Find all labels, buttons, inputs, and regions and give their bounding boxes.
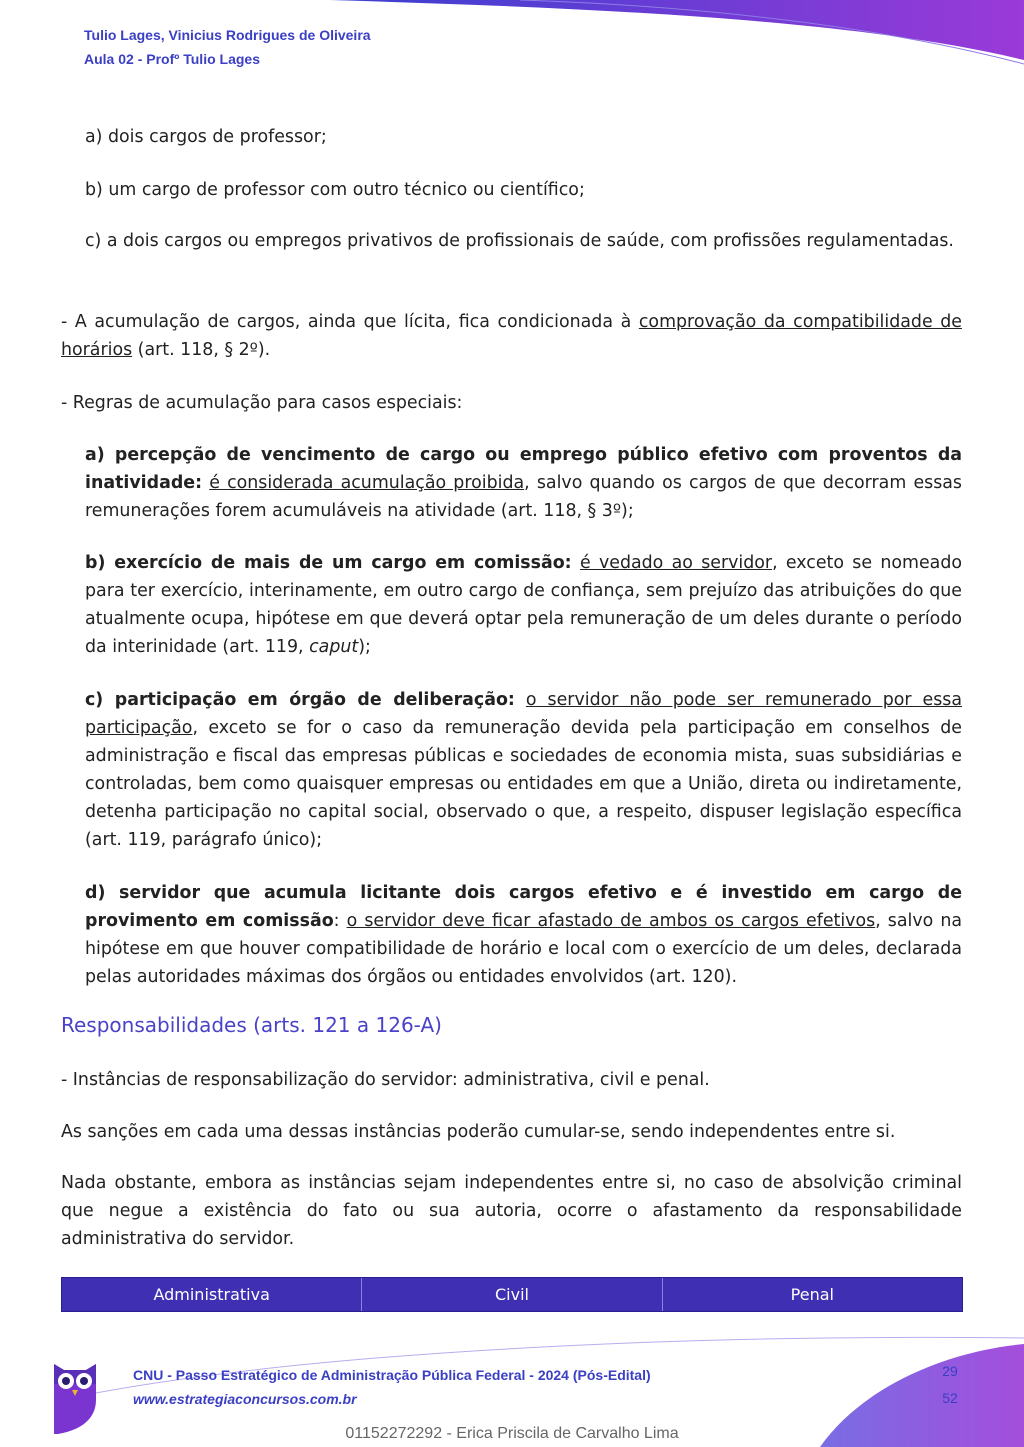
sancoes-paragraph: As sanções em cada uma dessas instâncias poderão cumular-se, sendo independentes entre si. (61, 1122, 896, 1142)
instancias-paragraph: - Instâncias de responsabilização do servidor: administrativa, civil e penal. (61, 1070, 710, 1090)
page-total: 52 (942, 1390, 958, 1406)
header-author: Tulio Lages, Vinicius Rodrigues de Oliveira (84, 27, 371, 43)
case-b-paragraph: b) exercício de mais de um cargo em comissão: é vedado ao servidor, exceto se nomeado para ter exercício, interinamente, em outro cargo de confiança, sem prejuízo das atribuições do que atualmente ocupa, hipótese em que deverá optar pela remuneração de um deles durante o período da interinidade (art. 119, caput); (85, 553, 962, 657)
regras-heading: - Regras de acumulação para casos especiais: (61, 393, 463, 413)
table-header-penal: Penal (790, 1285, 834, 1304)
page-number: 29 (942, 1363, 958, 1379)
case-d-paragraph: d) servidor que acumula licitante dois cargos efetivo e é investido em cargo de provimento em comissão: o servidor deve ficar afastado de ambos os cargos efetivos, salvo na hipótese em que houver compatibilidade de horário e local com o exercício de um deles, declarada pelas autoridades máximas dos órgãos ou entidades envolvidos (art. 120). (85, 883, 963, 987)
nada-obstante-paragraph: Nada obstante, embora as instâncias sejam independentes entre si, no caso de absolvição criminal que negue a existência do fato ou sua autoria, ocorre o afastamento da responsabilidade administrativa do servidor. (61, 1173, 962, 1249)
footer-course-title: CNU - Passo Estratégico de Administração Pública Federal - 2024 (Pós-Edital) (133, 1367, 651, 1383)
item-a: a) dois cargos de professor; (85, 127, 327, 147)
footer-site-link[interactable]: www.estrategiaconcursos.com.br (133, 1391, 357, 1407)
watermark-text: 01152272292 - Erica Priscila de Carvalho Lima (345, 1425, 679, 1442)
acumulacao-paragraph: - A acumulação de cargos, ainda que lícita, fica condicionada à comprovação da compatibilidade de horários (art. 118, § 2º). (61, 312, 962, 360)
case-a-paragraph: a) percepção de vencimento de cargo ou emprego público efetivo com proventos da inatividade: é considerada acumulação proibida, salvo quando os cargos de que decorram essas remunerações forem acumuláveis na atividade (art. 118, § 3º); (85, 445, 962, 521)
header-lesson: Aula 02 - Profº Tulio Lages (84, 51, 260, 67)
table-header-civil: Civil (362, 1278, 662, 1311)
compatibilidade-underline: comprovação da compatibilidade de horários (61, 312, 962, 360)
section-title-responsabilidades: Responsabilidades (arts. 121 a 126-A) (61, 1013, 442, 1037)
item-b: b) um cargo de professor com outro técnico ou científico; (85, 180, 585, 200)
case-c-paragraph: c) participação em órgão de deliberação: o servidor não pode ser remunerado por essa participação, exceto se for o caso da remuneração devida pela participação em conselhos de administração e fiscal das empresas públicas e sociedades de economia mista, suas subsidiárias e controladas, bem como quaisquer empresas ou entidades em que a União, direta ou indiretamente, detenha participação no capital social, observado o que, a respeito, dispuser legislação específica (art. 119, parágrafo único); (85, 690, 962, 850)
item-c: c) a dois cargos ou empregos privativos de profissionais de saúde, com profissões regulamentadas. (85, 231, 954, 251)
responsabilidades-table-header (61, 1277, 963, 1312)
owl-logo-icon (52, 1354, 98, 1434)
table-header-administrativa: Administrativa (62, 1278, 362, 1311)
